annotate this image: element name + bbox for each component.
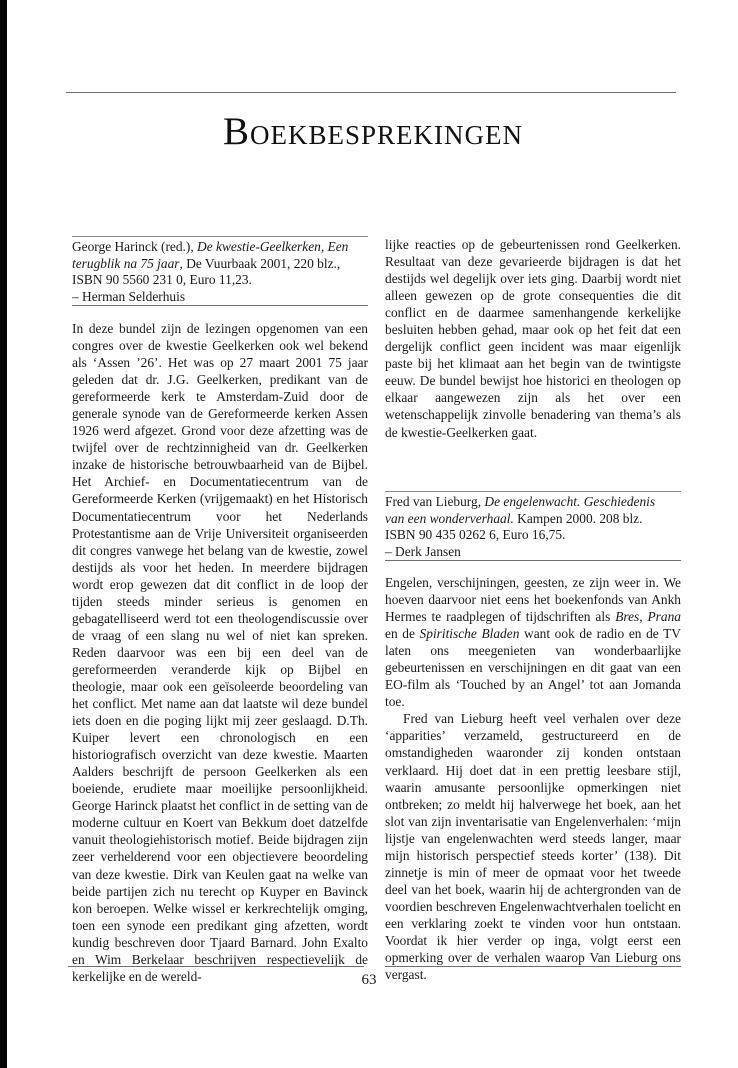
review1-citation [72, 236, 368, 305]
header-rule [66, 92, 676, 93]
review2-citation [385, 491, 681, 560]
review1-citation-rule [72, 305, 368, 306]
review1-citation-line1 [72, 239, 368, 256]
review1-body-right [385, 236, 681, 441]
review2-reviewer: – Derk Jansen [385, 543, 461, 559]
review2-body [385, 574, 681, 983]
binding-edge [0, 0, 7, 1068]
review2-book-title-1: De engelenwacht. Geschiedenis [484, 494, 656, 509]
review1-body-left [72, 320, 368, 985]
review2-isbn: ISBN 90 435 0262 6, Euro 16,75. [385, 527, 566, 543]
review2-magazine-spiritische-bladen: Spiritische Bladen [419, 626, 520, 642]
review1-author-editor: George Harinck (red.), [72, 239, 198, 254]
review2-citation-line1 [385, 494, 681, 511]
review2-para1-text-a: Engelen, verschijningen, geesten, ze zijn weer in. We hoeven daarvoor niet eens het boekenfonds van Ankh Hermes te raadplegen of tijdschriften als [385, 575, 681, 625]
review2-para1-text-d: want ook de radio en de TV laten ons meegenieten van wonderbaarlijke gebeurtenissen en verschijningen en dit gaat van een EO-film als ‘Touched by an Angel’ tot aan Jomanda toe. [385, 626, 681, 710]
review1-reviewer: – Herman Selderhuis [72, 288, 186, 304]
review1-book-title-1: De kwestie-Geelkerken, Een [197, 239, 349, 254]
page-title: Boekbesprekingen [222, 110, 523, 153]
review1-paragraph-1: In deze bundel zijn de lezingen opgenomen van een congres over de kwestie Geelkerken ook wel bekend als ‘Assen ’26’. Het was op 27 maart 2001 75 jaar geleden dat dr. J.G. Geelkerken, predikant van de gereformeerde kerk te Amsterdam-Zuid door de generale synode van de Gereformeerde kerken Assen 1926 werd afgezet. Grond voor deze afzetting was de twijfel over de rechtzinnigheid van dr. Geelkerken inzake de historische betrouwbaarheid van de Bijbel. Het Archief- en Documentatiecentrum van de Gereformeerde Kerken (vrijgemaakt) en het Historisch Documentatiecentrum voor het Nederlands Protestantisme aan de Vrije Universiteit organiseerden dit congres vanwege het belang van de kwestie, zowel destijds als voor het heden. In meerdere bijdragen wordt erop gewezen dat dit conflict in de loop der tijden steeds minder serieus is genomen en gebagatelliseerd werd tot een theologendiscussie over de vraag of een slang nu wel of niet kan spreken. Reden daarvoor was een bij een deel van de gereformeerden veranderde kijk op Bijbel en theologie, maar ook een geïsoleerde beoordeling van het conflict. Met name aan dat laatste wil deze bundel iets doen en die poging lijkt mij zeer geslaagd. D.Th. Kuiper levert een chronologisch en een historiografisch overzicht van deze kwestie. Maarten Aalders beschrijft de persoon Geelkerken als een boeiende, erudiete maar moeilijke persoonlijkheid. George Harinck plaatst het conflict in de setting van de moderne cultuur en Koert van Bekkum doet datzelfde vanuit theologiehistorisch motief. Beide bijdragen zijn zeer verhelderend voor een objectievere beoordeling van deze kwestie. Dirk van Keulen gaat na welke van beide partijen zich nu terecht op Kuyper en Bavinck kon beroepen. Welke wissel er kerkrechtelijk omging, toen een synode een predikant ging afzetten, wordt kundig beschreven door Tjaard Barnard. John Exalto en Wim Berkelaar beschrijven respectievelijk de kerkelijke en de wereld- [72, 321, 368, 984]
review2-paragraph-2: Fred van Lieburg heeft veel verhalen over deze ‘apparities’ verzameld, gestructureerd en de omstandigheden waaronder zij konden ontstaan verklaard. Hij doet dat in een prettig leesbare stijl, waarin amusante persoonlijke opmerkingen niet ontbreken; zo meldt hij halverwege het boek, aan het slot van zijn inventarisatie van Engelenverhalen: ‘mijn lijstje van engelenwachten werd steeds langer, maar mijn historisch perspectief steeds korter’ (138). Dit zinnetje is min of meer de opmaat voor het tweede deel van het boek, waarin hij de achtergronden van de voordien beschreven Engelenwachtverhalen toelicht en een verklaring zoekt te vinden voor hun ontstaan. Voordat ik hier verder op inga, volgt eerst een opmerking over de verhalen waarop Van Lieburg ons vergast. [385, 711, 681, 983]
review2-citation-rule [385, 560, 681, 561]
review2-magazine-bres: Bres [615, 609, 640, 625]
review2-author: Fred van Lieburg, [385, 494, 485, 509]
review2-book-title-2: van een wonderverhaal. [385, 510, 514, 526]
review1-citation-line2 [72, 256, 368, 273]
review2-paragraph-1 [385, 574, 681, 710]
footer-rule-right [385, 966, 681, 967]
review1-book-title-2: terugblik na 75 jaar [72, 255, 180, 271]
review2-publisher: Kampen 2000. 208 blz. [513, 510, 643, 526]
page-number: 63 [361, 972, 377, 988]
footer-rule-left [68, 966, 364, 967]
review1-publisher: , De Vuurbaak 2001, 220 blz., [179, 255, 341, 271]
review2-magazine-prana: Prana [647, 609, 681, 625]
review2-citation-line2 [385, 511, 681, 528]
review2-para1-text-c: en de [385, 626, 420, 642]
review1-paragraph-continued: lijke reacties op de gebeurtenissen rond Geelkerken. Resultaat van deze gevarieerde bijdragen is dat het destijds wel degelijk over iets ging. Daarbij wordt niet alleen gewezen op de grote consequenties die dit conflict en de daarmee samenhangende kerkelijke besluiten hebben gehad, maar ook op het feit dat een dergelijk conflict geen incident was maar eigenlijk paste bij het klimaat aan het begin van de twintigste eeuw. De bundel bewijst hoe historici en theologen op elkaar aangewezen zijn als het over een wetenschappelijk zinvolle benadering van thema’s als de kwestie-Geelkerken gaat. [385, 237, 681, 440]
review1-isbn: ISBN 90 5560 231 0, Euro 11,23. [72, 272, 252, 288]
review2-para1-text-b: , [639, 609, 648, 625]
